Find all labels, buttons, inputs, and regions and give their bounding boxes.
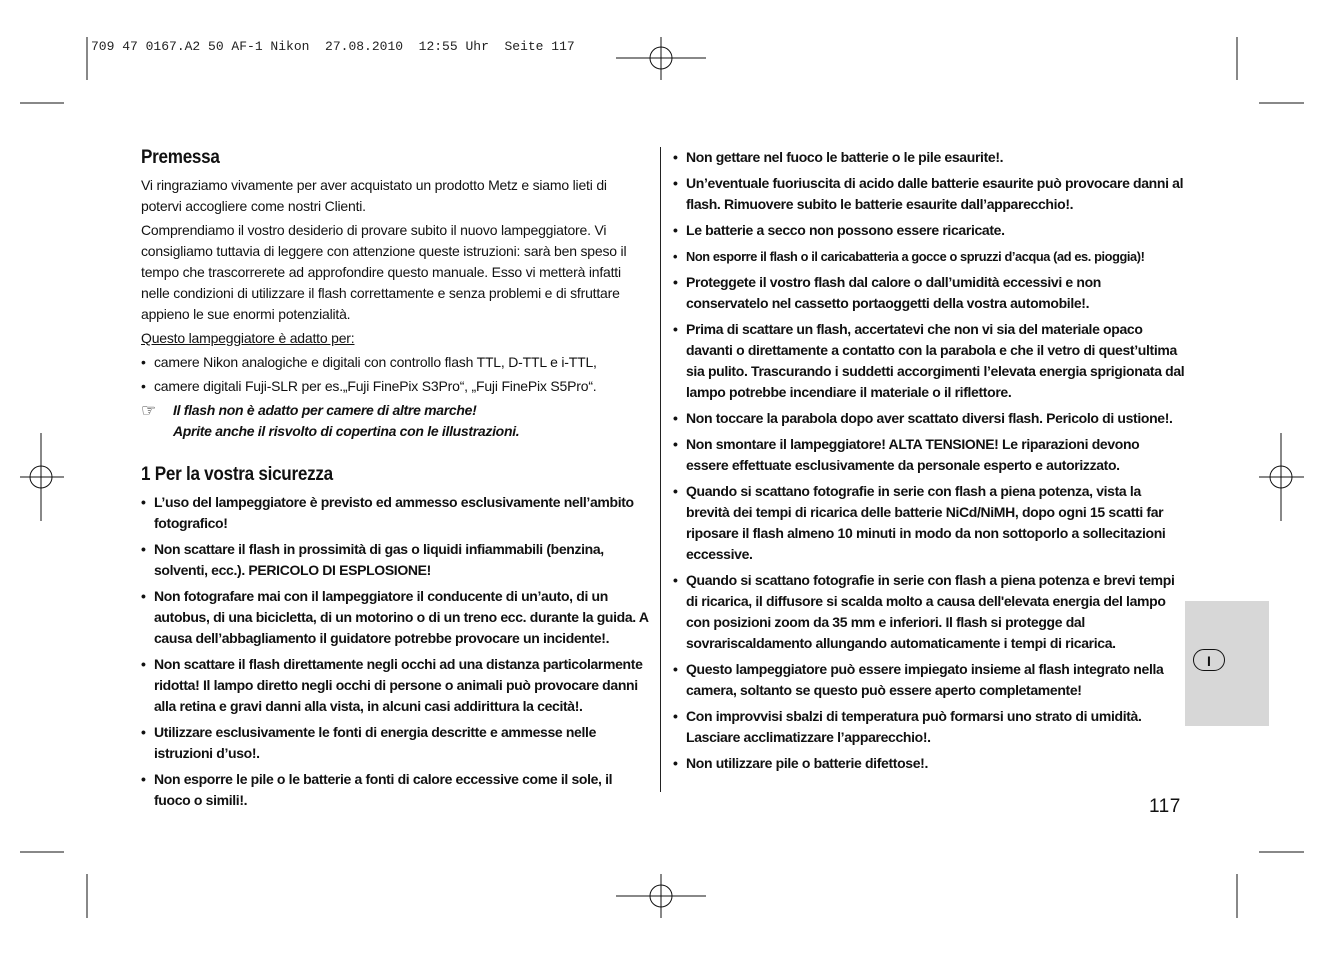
list-item: • Non esporre il flash o il caricabatteria a gocce o spruzzi d’acqua (ad es. pioggia)! — [673, 246, 1185, 267]
list-item: • Quando si scattano fotografie in serie con flash a piena potenza, vista la brevità dei tempi di ricarica delle batterie NiCd/NiMH, dopo ogni 15 scatti far riposare il flash almeno 10 minuti in modo da non sottoporlo a sollecitazioni eccessive. — [673, 483, 1166, 562]
pointing-hand-icon: ☞ — [141, 401, 156, 420]
print-slug-line: 709 47 0167.A2 50 AF-1 Nikon 27.08.2010 12:55 Uhr Seite 117 — [91, 39, 575, 54]
note-line-1: Il flash non è adatto per camere di altre marche! — [173, 402, 477, 418]
right-column — [673, 147, 1185, 779]
list-item: • Questo lampeggiatore può essere impiegato insieme al flash integrato nella camera, soltanto se questo può essere aperto completamente! — [673, 661, 1164, 698]
list-item: • Non fotografare mai con il lampeggiatore il conducente di un’auto, di un autobus, di una bicicletta, di un motorino o di un treno ecc. durante la guida. A causa dell’abbagliamento il guidatore potrebbe provocare un incidente!. — [141, 588, 649, 646]
list-item: • camere digitali Fuji-SLR per es.„Fuji FinePix S3Pro“, „Fuji FinePix S5Pro“. — [141, 376, 649, 397]
bullet-icon: • — [141, 588, 146, 604]
suitable-for-heading: Questo lampeggiatore è adatto per: — [141, 330, 355, 346]
list-item: • Non gettare nel fuoco le batterie o le pile esaurite!. — [673, 147, 1185, 168]
heading-premessa: Premessa — [141, 147, 220, 168]
bullet-icon: • — [673, 149, 678, 165]
list-item: • Un’eventuale fuoriuscita di acido dalle batterie esaurite può provocare danni al flash. Rimuovere subito le batterie esaurite dall’apparecchio!. — [673, 175, 1184, 212]
list-item: • Con improvvisi sbalzi di temperatura può formarsi uno strato di umidità. Lasciare acclimatizzare l’apparecchio!. — [673, 708, 1142, 745]
list-item: • Quando si scattano fotografie in serie con flash a piena potenza e brevi tempi di ricarica, il diffusore si scalda molto a causa dell'elevata energia del lampo con posizioni zoom da 35 mm e inferiori. Il flash si protegge dal sovrariscaldamento allungando automaticamente i tempi di ricarica. — [673, 572, 1175, 651]
heading-safety: 1 Per la vostra sicurezza — [141, 464, 333, 485]
bullet-icon: • — [141, 656, 146, 672]
compatibility-note — [141, 400, 649, 442]
bullet-icon: • — [673, 436, 678, 452]
language-tab-label: I — [1193, 649, 1225, 671]
safety-list-continued — [673, 147, 1185, 774]
note-line-2: Aprite anche il risvolto di copertina con le illustrazioni. — [173, 423, 520, 439]
bullet-icon: • — [141, 494, 146, 510]
bullet-icon: • — [141, 724, 146, 740]
page-number: 117 — [1149, 796, 1181, 817]
bullet-icon: • — [141, 378, 146, 394]
suitable-list — [141, 352, 649, 397]
list-item: • Prima di scattare un flash, accertatevi che non vi sia del materiale opaco davanti o direttamente a contatto con la parabola e che il vetro di quest’ultima sia pulito. Trascurando i suddetti accorgimenti l’elevata energia sprigionata dal lampo potrebbe incendiare il materiale o il riflettore. — [673, 321, 1185, 400]
bullet-icon: • — [673, 410, 678, 426]
list-item: • Non esporre le pile o le batterie a fonti di calore eccessive come il sole, il fuoco o simili!. — [141, 771, 613, 808]
list-item: • Non scattare il flash direttamente negli occhi ad una distanza particolarmente ridotta! Il lampo diretto negli occhi di persone o animali può provocare danni alla retina e gravi danni alla vista, in alcuni casi addirittura la cecità!. — [141, 656, 643, 714]
bullet-icon: • — [673, 572, 678, 588]
list-item: • L’uso del lampeggiatore è previsto ed ammesso esclusivamente nell’ambito fotografico! — [141, 494, 634, 531]
bullet-icon: • — [673, 249, 678, 264]
list-item: • camere Nikon analogiche e digitali con controllo flash TTL, D-TTL e i-TTL, — [141, 352, 649, 373]
bullet-icon: • — [141, 354, 146, 370]
intro-paragraph-1: Vi ringraziamo vivamente per aver acquistato un prodotto Metz e siamo lieti di potervi accogliere come nostri Clienti. — [141, 177, 607, 214]
bullet-icon: • — [141, 541, 146, 557]
left-column — [141, 147, 649, 816]
list-item: • Proteggete il vostro flash dal calore o dall’umidità eccessivi e non conservatelo nel cassetto portaoggetti della vostra automobile!. — [673, 274, 1101, 311]
list-item: • Non smontare il lampeggiatore! ALTA TENSIONE! Le riparazioni devono essere effettuate esclusivamente da personale esperto e autorizzato. — [673, 436, 1140, 473]
column-divider — [660, 147, 661, 792]
bullet-icon: • — [673, 483, 678, 499]
bullet-icon: • — [673, 755, 678, 771]
intro-paragraph-2: Comprendiamo il vostro desiderio di provare subito il nuovo lampeggiatore. Vi consigliamo tuttavia di leggere con attenzione queste istruzioni: sarà ben speso il tempo che trascorrerete ad approfondire questo manuale. Esso vi metterà infatti nelle condizioni di utilizzare il flash correttamente e senza problemi e di sfruttare appieno le sue enormi potenzialità. — [141, 222, 627, 322]
list-item: • Le batterie a secco non possono essere ricaricate. — [673, 220, 1185, 241]
bullet-icon: • — [673, 175, 678, 191]
bullet-icon: • — [673, 661, 678, 677]
list-item: • Non utilizzare pile o batterie difettose!. — [673, 753, 1185, 774]
bullet-icon: • — [141, 771, 146, 787]
bullet-icon: • — [673, 708, 678, 724]
list-item: • Non toccare la parabola dopo aver scattato diversi flash. Pericolo di ustione!. — [673, 408, 1185, 429]
safety-list — [141, 492, 649, 811]
bullet-icon: • — [673, 222, 678, 238]
bullet-icon: • — [673, 274, 678, 290]
list-item: • Non scattare il flash in prossimità di gas o liquidi infiammabili (benzina, solventi, ecc.). PERICOLO DI ESPLOSIONE! — [141, 541, 604, 578]
list-item: • Utilizzare esclusivamente le fonti di energia descritte e ammesse nelle istruzioni d’uso!. — [141, 724, 597, 761]
bullet-icon: • — [673, 321, 678, 337]
